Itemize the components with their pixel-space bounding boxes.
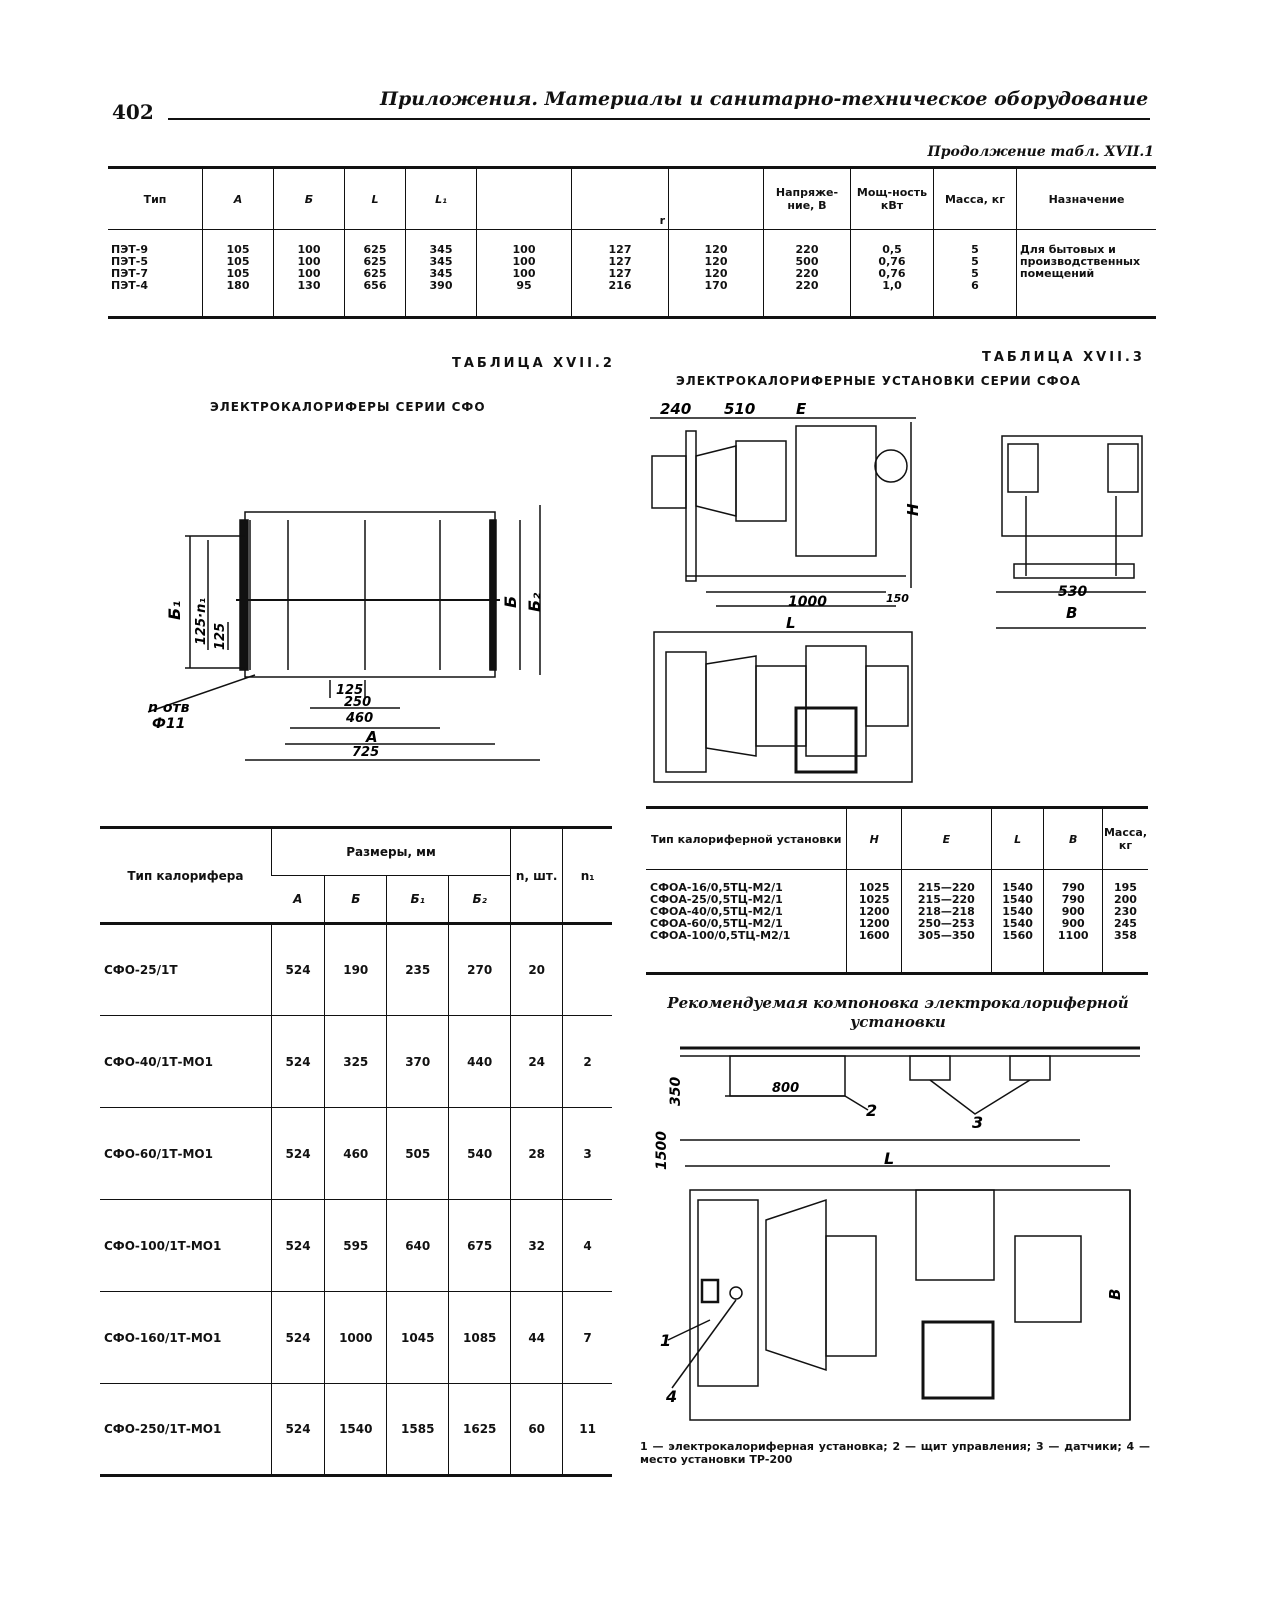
table2-cell-b: 325 bbox=[325, 1016, 387, 1108]
layout-label-350: 350 bbox=[668, 1076, 684, 1106]
sfo-label-125: 125 bbox=[336, 683, 364, 698]
table2-cell-n1: 11 bbox=[563, 1384, 612, 1476]
table3-col-type: СФОА-16/0,5ТЦ-М2/1 СФОА-25/0,5ТЦ-М2/1 СФОА-40/0,5ТЦ-М2/1 СФОА-60/0,5ТЦ-М2/1 СФОА-100/0,5ТЦ-М2/1 bbox=[650, 881, 791, 942]
layout-label-800: 800 bbox=[772, 1081, 800, 1096]
sfo-label-460: 460 bbox=[346, 711, 374, 726]
header-rule bbox=[168, 118, 1150, 120]
sfo-label-b: Б bbox=[501, 595, 520, 608]
table2-row bbox=[100, 1292, 612, 1384]
sfoa-unit-drawing bbox=[646, 396, 1158, 792]
table2-cell-name: СФО-60/1Т-МО1 bbox=[104, 1146, 213, 1161]
table2-cell-a: 524 bbox=[271, 1384, 324, 1476]
table1-col-voltage: 220 500 220 220 bbox=[764, 230, 851, 318]
table2-cell-b: 595 bbox=[325, 1200, 387, 1292]
table2-cell-b2: 540 bbox=[449, 1108, 511, 1200]
table2-cell-b2: 1085 bbox=[449, 1292, 511, 1384]
table2-cell-b1: 1045 bbox=[387, 1292, 449, 1384]
table1-head-r: r bbox=[572, 168, 669, 230]
table2-subtitle: ЭЛЕКТРОКАЛОРИФЕРЫ СЕРИИ СФО bbox=[210, 400, 486, 414]
table2-row bbox=[100, 1200, 612, 1292]
table2-header-row bbox=[100, 828, 612, 876]
table2-cell-b1: 1585 bbox=[387, 1384, 449, 1476]
table2-cell-name: СФО-25/1Т bbox=[104, 963, 178, 977]
table2-cell-n: 28 bbox=[511, 1108, 563, 1200]
layout-label-1: 1 bbox=[660, 1331, 672, 1350]
table2-cell-name: СФО-100/1Т-МО1 bbox=[104, 1238, 222, 1253]
table2-cell-n: 24 bbox=[511, 1016, 563, 1108]
table2-row bbox=[100, 1108, 612, 1200]
table1-col-purpose: Для бытовых и производственных помещений bbox=[1017, 230, 1157, 318]
table3-subtitle: ЭЛЕКТРОКАЛОРИФЕРНЫЕ УСТАНОВКИ СЕРИИ СФОА bbox=[676, 374, 1082, 388]
continuation-note: Продолжение табл. XVII.1 bbox=[927, 144, 1154, 160]
table2-head-b: Б bbox=[325, 876, 387, 924]
table2-cell-b: 190 bbox=[325, 924, 387, 1016]
table2-cell-a: 524 bbox=[271, 924, 324, 1016]
table3-head-l: L bbox=[991, 808, 1044, 870]
table1-col-a: 105 105 105 180 bbox=[203, 230, 274, 318]
table3-col-b: 790 790 900 900 1100 bbox=[1044, 870, 1103, 974]
table-xvii-2 bbox=[100, 826, 612, 1477]
sfo-label-b2: Б₂ bbox=[525, 592, 544, 612]
table-xvii-3 bbox=[646, 806, 1148, 975]
recommended-layout-title: Рекомендуемая компоновка электрокалориферной установки bbox=[667, 994, 1129, 1031]
sfo-label-250: 250 bbox=[344, 695, 372, 710]
table2-head-b1: Б₁ bbox=[387, 876, 449, 924]
recommended-legend: 1 — электрокалориферная установка; 2 — щит управления; 3 — датчики; 4 — место установки ТР-200 bbox=[640, 1440, 1150, 1466]
table3-head-mass: Масса, кг bbox=[1102, 808, 1148, 870]
table1-head-power: Мощ-ность кВт bbox=[851, 168, 934, 230]
sfoa-label-e: Е bbox=[796, 400, 807, 418]
table2-cell-n1: 2 bbox=[563, 1016, 612, 1108]
sfoa-label-510: 510 bbox=[724, 400, 756, 418]
table2-cell-a: 524 bbox=[271, 1108, 324, 1200]
table1-row bbox=[108, 230, 1156, 318]
table3-head-type: Тип калориферной установки bbox=[650, 832, 842, 846]
table3-col-e: 215—220 215—220 218—218 250—253 305—350 bbox=[901, 870, 991, 974]
table2-cell-n1 bbox=[563, 924, 612, 1016]
sfo-label-diameter: Ф11 bbox=[152, 716, 186, 732]
sfo-label-b1: Б₁ bbox=[165, 600, 184, 620]
table3-row bbox=[646, 870, 1148, 974]
sfoa-label-1000: 1000 bbox=[788, 594, 827, 610]
table3-col-l: 1540 1540 1540 1540 1560 bbox=[991, 870, 1044, 974]
table3-head-b: В bbox=[1044, 808, 1103, 870]
sfo-heater-drawing bbox=[140, 500, 560, 770]
table2-row bbox=[100, 1384, 612, 1476]
table2-cell-n: 20 bbox=[511, 924, 563, 1016]
sfo-label-holes: n отв bbox=[148, 700, 190, 716]
layout-label-1500: 1500 bbox=[654, 1131, 670, 1170]
table2-row bbox=[100, 924, 612, 1016]
table2-cell-name: СФО-40/1Т-МО1 bbox=[104, 1054, 213, 1069]
sfoa-label-240: 240 bbox=[660, 400, 692, 418]
page-title: Приложения. Материалы и санитарно-техническое оборудование bbox=[380, 88, 1149, 110]
sfoa-label-150: 150 bbox=[886, 592, 909, 605]
table1-head-l: L bbox=[345, 168, 406, 230]
table2-cell-a: 524 bbox=[271, 1016, 324, 1108]
table2-head-type: Тип калорифера bbox=[127, 868, 244, 883]
layout-label-3: 3 bbox=[972, 1113, 984, 1132]
table1-head-b: Б bbox=[274, 168, 345, 230]
table1-col-8: 120 120 120 170 bbox=[669, 230, 764, 318]
table1-head-col8 bbox=[669, 168, 764, 230]
table1-col-6: 100 100 100 95 bbox=[477, 230, 572, 318]
table1-col-l1: 345 345 345 390 bbox=[406, 230, 477, 318]
table3-col-mass: 195 200 230 245 358 bbox=[1102, 870, 1148, 974]
table1-col-type: ПЭТ-9 ПЭТ-5 ПЭТ-7 ПЭТ-4 bbox=[111, 243, 149, 292]
table-xvii-1 bbox=[108, 166, 1156, 319]
table2-cell-n1: 3 bbox=[563, 1108, 612, 1200]
table2-cell-n1: 4 bbox=[563, 1200, 612, 1292]
sfo-label-125-left: 125 bbox=[213, 622, 228, 650]
table2-cell-b2: 675 bbox=[449, 1200, 511, 1292]
table1-header-row bbox=[108, 168, 1156, 230]
layout-label-2: 2 bbox=[866, 1101, 878, 1120]
sfoa-label-h: Н bbox=[904, 503, 922, 516]
layout-label-l: L bbox=[884, 1149, 895, 1168]
sfo-label-125n1: 125·n₁ bbox=[194, 597, 209, 645]
page-number: 402 bbox=[112, 100, 154, 124]
table1-head-col6 bbox=[477, 168, 572, 230]
sfo-label-a: А bbox=[366, 728, 378, 746]
table2-cell-b2: 270 bbox=[449, 924, 511, 1016]
table1-head-mass: Масса, кг bbox=[934, 168, 1017, 230]
table2-head-b2: Б₂ bbox=[449, 876, 511, 924]
table3-head-e: Е bbox=[901, 808, 991, 870]
table2-cell-b2: 1625 bbox=[449, 1384, 511, 1476]
sfoa-label-l: L bbox=[786, 614, 796, 632]
sfoa-label-b: В bbox=[1066, 604, 1078, 622]
table1-col-r: 127 127 127 216 bbox=[572, 230, 669, 318]
table1-col-mass: 5 5 5 6 bbox=[934, 230, 1017, 318]
table2-cell-n: 60 bbox=[511, 1384, 563, 1476]
table2-cell-n: 32 bbox=[511, 1200, 563, 1292]
table2-cell-b1: 640 bbox=[387, 1200, 449, 1292]
table2-cell-a: 524 bbox=[271, 1200, 324, 1292]
table1-head-type: Тип bbox=[143, 192, 167, 206]
table2-cell-b1: 370 bbox=[387, 1016, 449, 1108]
table1-head-purpose: Назначение bbox=[1017, 168, 1157, 230]
table1-head-a: А bbox=[203, 168, 274, 230]
table2-head-a: А bbox=[293, 892, 303, 906]
sfo-label-725: 725 bbox=[352, 745, 380, 760]
table2-cell-b1: 235 bbox=[387, 924, 449, 1016]
table2-cell-b: 1540 bbox=[325, 1384, 387, 1476]
table2-cell-b2: 440 bbox=[449, 1016, 511, 1108]
table2-cell-name: СФО-160/1Т-МО1 bbox=[104, 1330, 222, 1345]
table3-col-h: 1025 1025 1200 1200 1600 bbox=[847, 870, 902, 974]
recommended-layout-drawing bbox=[640, 1040, 1150, 1436]
table2-cell-b: 460 bbox=[325, 1108, 387, 1200]
table2-head-n: n, шт. bbox=[511, 828, 563, 924]
table2-head-n1: n₁ bbox=[563, 828, 612, 924]
table2-cell-name: СФО-250/1Т-МО1 bbox=[104, 1422, 222, 1436]
sfoa-label-530: 530 bbox=[1058, 584, 1088, 600]
table1-col-power: 0,5 0,76 0,76 1,0 bbox=[851, 230, 934, 318]
table2-cell-b: 1000 bbox=[325, 1292, 387, 1384]
table3-head-h: Н bbox=[847, 808, 902, 870]
layout-label-b: В bbox=[1106, 1288, 1124, 1300]
table2-head-sizes: Размеры, мм bbox=[271, 828, 510, 876]
table2-cell-a: 524 bbox=[271, 1292, 324, 1384]
table3-caption: ТАБЛИЦА XVII.3 bbox=[982, 350, 1145, 365]
table2-caption: ТАБЛИЦА XVII.2 bbox=[452, 356, 615, 371]
table2-cell-n1: 7 bbox=[563, 1292, 612, 1384]
table3-header-row bbox=[646, 808, 1148, 870]
table1-col-b: 100 100 100 130 bbox=[274, 230, 345, 318]
table1-head-l1: L₁ bbox=[406, 168, 477, 230]
table1-col-l: 625 625 625 656 bbox=[345, 230, 406, 318]
table2-row bbox=[100, 1016, 612, 1108]
table1-head-voltage: Напряже-ние, В bbox=[764, 168, 851, 230]
table2-cell-n: 44 bbox=[511, 1292, 563, 1384]
layout-label-4: 4 bbox=[666, 1387, 678, 1406]
table2-cell-b1: 505 bbox=[387, 1108, 449, 1200]
